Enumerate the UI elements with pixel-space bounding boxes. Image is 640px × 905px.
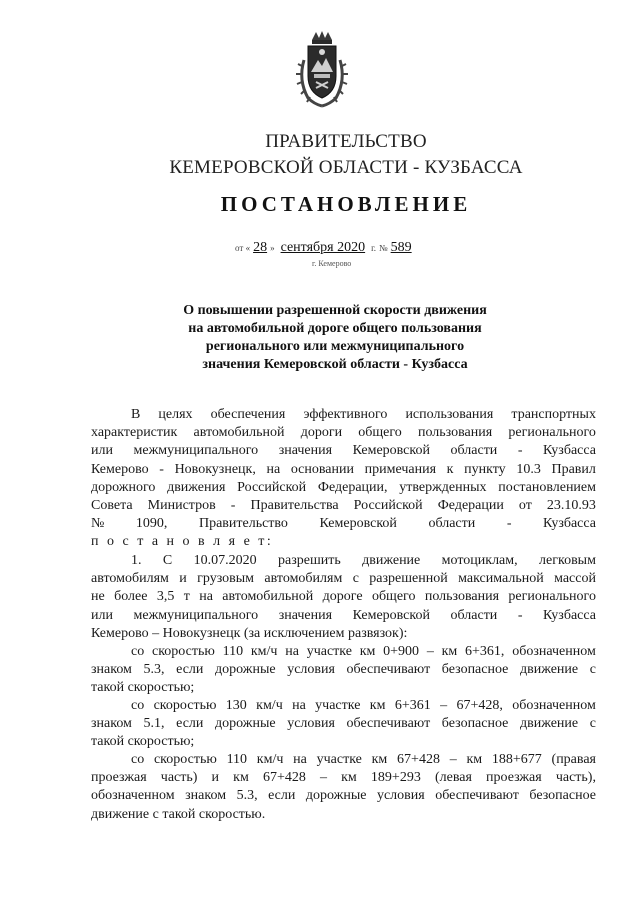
word: транспортных — [511, 407, 596, 422]
word: не — [91, 589, 105, 605]
word: – — [440, 698, 448, 713]
word: с — [352, 571, 359, 587]
word: 130 — [225, 698, 247, 713]
word: - — [517, 607, 523, 623]
word: или — [91, 443, 113, 459]
word: км/ч — [256, 752, 284, 767]
word: км — [369, 698, 386, 713]
word: со — [131, 698, 145, 713]
word: Российской — [353, 498, 423, 514]
word: более — [114, 589, 148, 605]
word: 5.3, — [143, 662, 165, 678]
justified-line — [91, 461, 596, 479]
last-line: движение с такой скоростью. — [91, 806, 266, 822]
word: 189+293 — [370, 770, 421, 786]
justified-line — [91, 607, 596, 625]
word: от — [518, 498, 532, 514]
paragraph-preamble — [91, 406, 596, 552]
word: массой — [554, 571, 596, 587]
word: км — [341, 770, 357, 786]
word: характеристик — [91, 425, 178, 441]
word: регионального — [508, 589, 596, 605]
word: обеспечения — [210, 407, 286, 422]
subject-line: значения Кемеровской области - Кузбасса — [202, 357, 468, 372]
word: примечания — [364, 461, 437, 477]
word: знаком — [91, 716, 132, 732]
word: (левая — [434, 770, 472, 786]
document-date-line — [235, 240, 415, 256]
word: Новокузнецк, — [174, 461, 256, 477]
resolves-line: п о с т а н о в л я е т: — [91, 534, 274, 550]
word: обозначенном — [512, 644, 596, 659]
word: участке — [306, 644, 352, 659]
word: утвержденных — [399, 479, 487, 495]
word: использования — [405, 407, 494, 422]
justified-line — [91, 697, 596, 715]
date-close-quote: » — [270, 243, 275, 253]
word: км — [466, 752, 483, 767]
word: обеспечивают — [346, 716, 431, 732]
word: на — [292, 698, 306, 713]
word: со — [131, 752, 145, 767]
word: 110 — [226, 752, 248, 767]
word: безопасное — [441, 716, 509, 732]
subject-line: О повышении разрешенной скорости движения — [183, 303, 487, 318]
word: Правительство — [198, 516, 288, 532]
word: дорожные — [215, 662, 276, 678]
word: Совета — [91, 498, 133, 514]
word: (правая — [551, 752, 596, 767]
word: области — [450, 607, 498, 623]
word: – — [449, 752, 457, 767]
word: межмуниципального — [133, 607, 259, 623]
word: км/ч — [256, 698, 283, 713]
word: дорожного — [91, 479, 156, 495]
word: Правил — [551, 461, 596, 477]
word: обозначенном — [91, 788, 175, 804]
word: км — [441, 644, 458, 659]
word: на — [199, 589, 213, 605]
government-name-line-1: ПРАВИТЕЛЬСТВО — [265, 131, 427, 152]
word: 10.3 — [516, 461, 541, 477]
justified-line — [91, 787, 596, 805]
justified-line — [91, 643, 596, 661]
justified-line — [91, 552, 596, 570]
word: - — [230, 498, 236, 514]
word: пользования — [417, 425, 493, 441]
word: 6+361, — [465, 644, 505, 659]
word: С — [162, 553, 173, 568]
word: 67+428 — [262, 770, 306, 786]
word: дороге — [322, 589, 363, 605]
word: со — [131, 644, 145, 659]
word: постановлением — [498, 479, 596, 495]
date-prefix: от « — [235, 243, 251, 253]
subject-line: на автомобильной дороге общего пользования — [188, 321, 482, 336]
word: 110 — [222, 644, 244, 659]
word: области — [428, 516, 476, 532]
word: дороги — [300, 425, 343, 441]
word: Кемерово — [91, 461, 149, 477]
word: 67+428 — [397, 752, 440, 767]
document-number: 589 — [390, 240, 412, 255]
justified-line — [91, 751, 596, 769]
subject-line: регионального или межмуниципального — [205, 339, 465, 354]
word: к — [446, 461, 454, 477]
kuzbass-coat-of-arms-icon — [294, 30, 350, 108]
word: с — [589, 716, 596, 732]
number-prefix: № — [379, 243, 388, 253]
word: с — [589, 662, 596, 678]
word: значения — [278, 607, 333, 623]
word: эффективного — [303, 407, 388, 422]
word: грузовым — [197, 571, 255, 587]
word: или — [91, 607, 113, 623]
word: Российской — [237, 479, 307, 495]
last-line: такой скоростью; — [91, 734, 195, 750]
word: участке — [316, 752, 362, 767]
word: Федерации — [437, 498, 504, 514]
justified-line — [91, 406, 596, 424]
word: 6+361 — [394, 698, 431, 713]
word: общего — [371, 589, 416, 605]
word: знаком — [185, 788, 227, 804]
word: условия — [287, 716, 335, 732]
word: на — [285, 644, 299, 659]
last-line: такой скоростью; — [91, 680, 195, 696]
word: межмуниципального — [133, 443, 259, 459]
word: скоростью — [153, 752, 217, 767]
word: движение — [519, 716, 579, 732]
word: Кузбасса — [543, 607, 596, 623]
word: движение — [519, 662, 579, 678]
word: общего — [358, 425, 402, 441]
paragraph-speed-110-section-2 — [91, 751, 596, 824]
word: пункту — [464, 461, 506, 477]
justified-line — [91, 442, 596, 460]
word: обеспечивают — [435, 788, 519, 804]
word: 23.10.93 — [546, 498, 596, 514]
word: скоростью — [151, 644, 215, 659]
word: км — [371, 752, 388, 767]
word: обозначенном — [512, 698, 596, 713]
word: на — [293, 752, 307, 767]
word: часть) — [160, 770, 198, 786]
word: скоростью — [153, 698, 217, 713]
word: пользования — [424, 589, 500, 605]
justified-line — [91, 661, 596, 679]
word: 5.3, — [236, 788, 258, 804]
word: 188+677 — [491, 752, 542, 767]
word: км — [233, 770, 249, 786]
word: 1090, — [135, 516, 168, 532]
word: Кузбасса — [543, 443, 596, 459]
word: знаком — [91, 662, 132, 678]
word: значения — [278, 443, 333, 459]
paragraph-speed-110-section-1 — [91, 643, 596, 698]
word: области — [450, 443, 498, 459]
document-city: г. Кемерово — [312, 259, 352, 268]
word: – — [320, 770, 327, 786]
word: 1. — [131, 553, 142, 568]
justified-line — [91, 588, 596, 606]
word: если — [268, 788, 296, 804]
word: - — [159, 461, 164, 477]
paragraph-speed-130-section — [91, 697, 596, 752]
word: условия — [376, 788, 425, 804]
word: безопасное — [441, 662, 509, 678]
justified-line — [91, 497, 596, 515]
word: Министров — [147, 498, 216, 514]
justified-line — [91, 715, 596, 733]
word: 10.07.2020 — [193, 553, 257, 568]
word: Правительства — [250, 498, 339, 514]
word: мотоциклам, — [441, 553, 518, 568]
word: движения — [167, 479, 226, 495]
word: условия — [287, 662, 335, 678]
word: проезжая — [486, 770, 542, 786]
word: В — [131, 407, 141, 422]
word: Федерации, — [317, 479, 388, 495]
date-month-year: сентября 2020 — [280, 240, 366, 255]
word: если — [176, 662, 204, 678]
word: разрешить — [278, 553, 341, 568]
word: безопасное — [529, 788, 596, 804]
justified-line — [91, 570, 596, 588]
word: регионального — [508, 425, 596, 441]
date-day: 28 — [253, 240, 268, 255]
word: т — [183, 589, 190, 605]
word: дорожные — [215, 716, 276, 732]
word: часть), — [555, 770, 596, 786]
paragraph-item-1 — [91, 552, 596, 643]
word: целях — [158, 407, 193, 422]
word: - — [517, 443, 523, 459]
government-name-line-2: КЕМЕРОВСКОЙ ОБЛАСТИ - КУЗБАССА — [169, 157, 523, 178]
word: проезжая — [91, 770, 147, 786]
word: основании — [290, 461, 354, 477]
justified-line — [91, 479, 596, 497]
word: Кемеровской — [319, 516, 397, 532]
word: автомобильной — [193, 425, 285, 441]
document-type-title: ПОСТАНОВЛЕНИЕ — [220, 192, 472, 216]
word: движение — [362, 553, 421, 568]
word: обеспечивают — [346, 662, 431, 678]
word: 0+900 — [383, 644, 420, 659]
word: № — [91, 516, 105, 532]
word: Кемеровской — [352, 607, 430, 623]
word: автомобилям — [91, 571, 169, 587]
word: Кемеровской — [352, 443, 430, 459]
word: дорожные — [305, 788, 367, 804]
word: - — [506, 516, 512, 532]
word: максимальной — [458, 571, 544, 587]
word: если — [176, 716, 204, 732]
word: 5.1, — [143, 716, 165, 732]
justified-line — [91, 424, 596, 442]
date-year-suffix: г. — [371, 243, 377, 253]
word: 67+428, — [456, 698, 503, 713]
word: автомобильной — [222, 589, 314, 605]
word: – — [426, 644, 434, 659]
word: и — [211, 770, 220, 786]
document-subject — [150, 302, 520, 374]
word: км — [359, 644, 376, 659]
word: Кузбасса — [543, 516, 596, 532]
word: автомобилям — [264, 571, 343, 587]
last-line: Кемерово – Новокузнецк (за исключением развязок): — [91, 625, 408, 641]
word: и — [179, 571, 187, 587]
word: км/ч — [250, 644, 278, 659]
justified-line — [91, 515, 596, 533]
justified-line — [91, 769, 596, 787]
word: разрешенной — [369, 571, 448, 587]
word: легковым — [539, 553, 596, 568]
word: 3,5 — [156, 589, 175, 605]
word: участке — [315, 698, 361, 713]
word: на — [266, 461, 281, 477]
